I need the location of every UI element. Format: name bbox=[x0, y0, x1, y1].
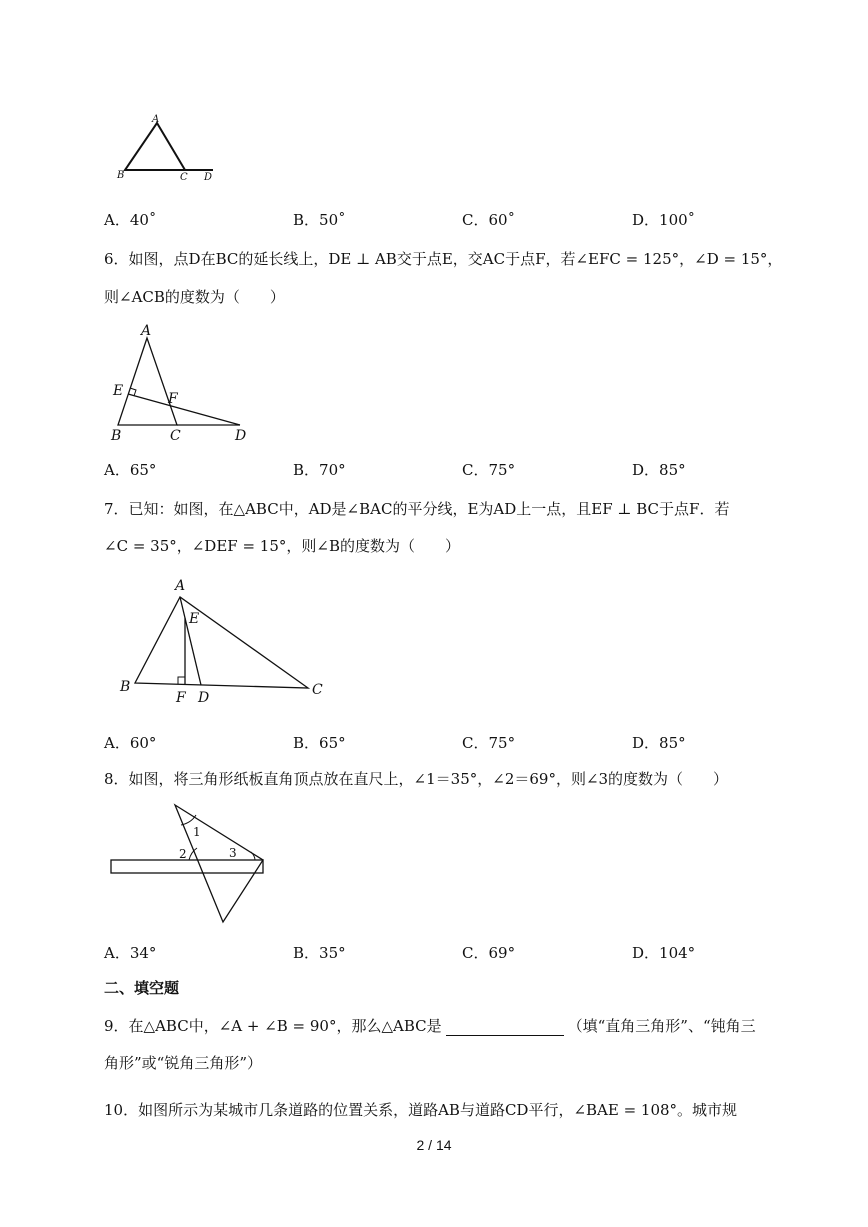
q6-figure bbox=[105, 320, 265, 446]
q5-option-a[interactable]: A．40˚ bbox=[104, 211, 157, 229]
q5-label-c: C bbox=[180, 172, 188, 183]
q8-figure bbox=[105, 795, 275, 927]
q7-label-d: D bbox=[198, 690, 210, 706]
q7-option-c[interactable]: C．75° bbox=[462, 734, 516, 752]
q6-option-c[interactable]: C．75° bbox=[462, 461, 516, 479]
q7-label-a: A bbox=[175, 578, 186, 594]
q6-label-d: D bbox=[235, 428, 247, 444]
q5-label-d: D bbox=[204, 172, 213, 183]
q5-label-b: B bbox=[117, 170, 125, 181]
q9-text-line1 bbox=[104, 1015, 756, 1036]
q9-answer-blank[interactable] bbox=[446, 1021, 564, 1036]
q8-option-c[interactable]: C．69° bbox=[462, 944, 516, 962]
q10-text-line1: 10．如图所示为某城市几条道路的位置关系，道路AB与道路CD平行，∠BAE = 108°。城市规 bbox=[104, 1101, 738, 1119]
q7-figure bbox=[115, 575, 335, 710]
q6-text-line2: 则∠ACB的度数为（ ） bbox=[104, 288, 285, 306]
q8-text-line1: 8．如图，将三角形纸板直角顶点放在直尺上，∠1＝35°，∠2＝69°，则∠3的度数为（ ） bbox=[104, 770, 729, 788]
section-title-fill-in: 二、填空题 bbox=[104, 979, 180, 997]
page-number: 2 / 14 bbox=[416, 1137, 452, 1153]
q6-label-b: B bbox=[111, 428, 122, 444]
q5-option-d[interactable]: D．100˚ bbox=[632, 211, 696, 229]
q7-text-line2: ∠C = 35°，∠DEF = 15°，则∠B的度数为（ ） bbox=[104, 537, 460, 555]
q7-option-b[interactable]: B．65° bbox=[293, 734, 346, 752]
q7-option-a[interactable]: A．60° bbox=[104, 734, 157, 752]
q6-text-line1: 6．如图，点D在BC的延长线上，DE ⊥ AB交于点E，交AC于点F，若∠EFC = 125°，∠D = 15°， bbox=[104, 250, 783, 268]
q6-label-c: C bbox=[170, 428, 181, 444]
q5-label-a: A bbox=[152, 114, 160, 125]
q5-option-c[interactable]: C．60˚ bbox=[462, 211, 516, 229]
q6-option-a[interactable]: A．65° bbox=[104, 461, 157, 479]
q8-option-b[interactable]: B．35° bbox=[293, 944, 346, 962]
q8-label-2: 2 bbox=[179, 847, 187, 861]
q8-options bbox=[104, 942, 804, 964]
q5-option-b[interactable]: B．50˚ bbox=[293, 211, 346, 229]
q7-text-line1: 7．已知：如图，在△ABC中，AD是∠BAC的平分线，E为AD上一点，且EF ⊥ BC于点F．若 bbox=[104, 500, 730, 518]
q5-figure bbox=[110, 112, 230, 184]
q7-label-b: B bbox=[120, 679, 131, 695]
q9-text-line2: 角形”或“锐角三角形”） bbox=[104, 1054, 263, 1072]
q8-option-a[interactable]: A．34° bbox=[104, 944, 157, 962]
q8-label-3: 3 bbox=[229, 846, 237, 860]
q9-text-part2: （填“直角三角形”、“钝角三 bbox=[567, 1017, 756, 1035]
q8-option-d[interactable]: D．104° bbox=[632, 944, 696, 962]
q7-label-c: C bbox=[312, 682, 323, 698]
q8-label-1: 1 bbox=[193, 825, 201, 839]
q5-options bbox=[104, 209, 804, 231]
q7-label-e: E bbox=[189, 611, 200, 627]
q7-option-d[interactable]: D．85° bbox=[632, 734, 686, 752]
q7-options bbox=[104, 732, 804, 754]
q6-label-a: A bbox=[141, 323, 152, 339]
q6-options bbox=[104, 459, 804, 481]
q6-option-d[interactable]: D．85° bbox=[632, 461, 686, 479]
q6-label-e: E bbox=[113, 383, 124, 399]
q6-label-f: F bbox=[168, 391, 178, 407]
q6-option-b[interactable]: B．70° bbox=[293, 461, 346, 479]
q9-text-part1: 9．在△ABC中，∠A + ∠B = 90°，那么△ABC是 bbox=[104, 1017, 442, 1035]
q7-label-f: F bbox=[176, 690, 186, 706]
